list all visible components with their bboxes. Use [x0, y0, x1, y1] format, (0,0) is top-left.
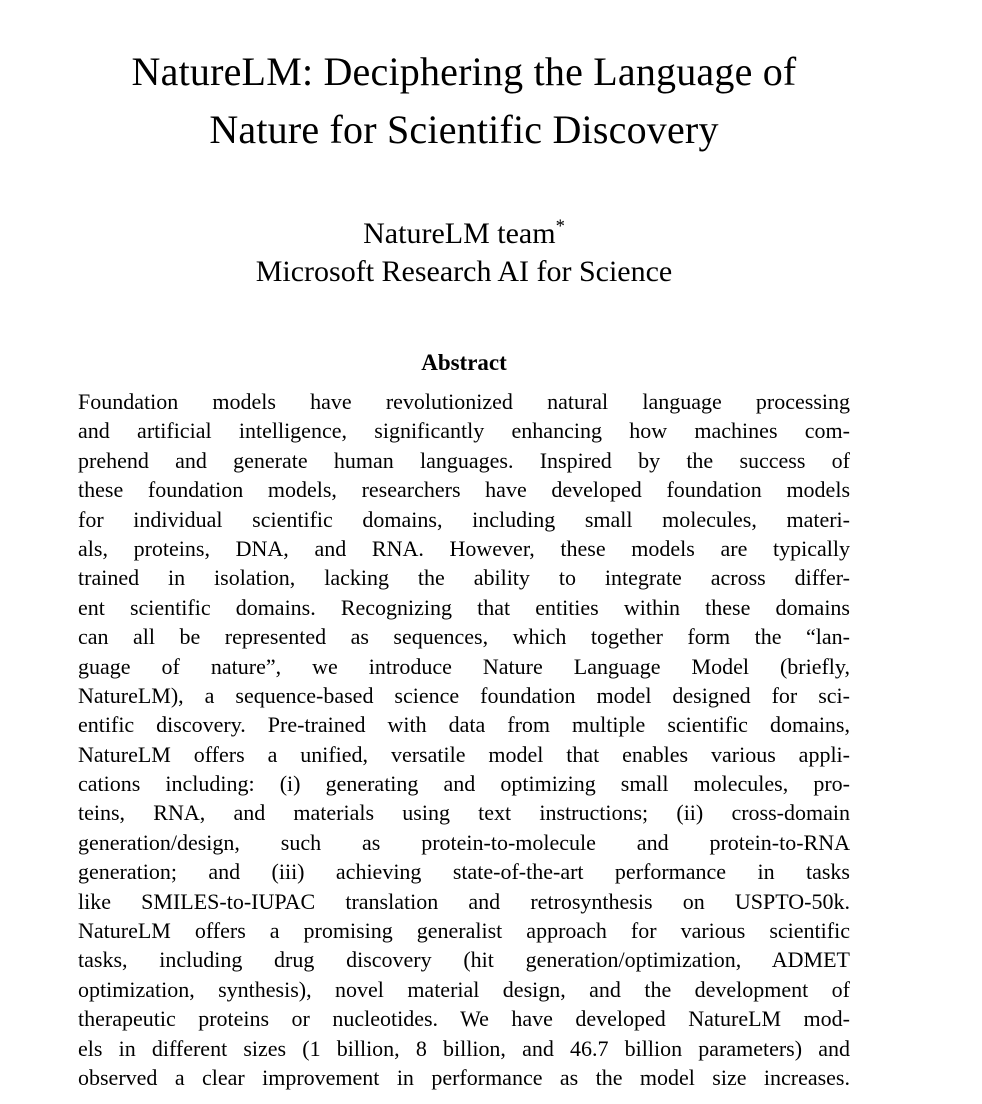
abstract-line: these foundation models, researchers have developed foundation models: [78, 477, 850, 503]
abstract-line: NatureLM), a sequence-based science foundation model designed for sci-: [78, 682, 850, 708]
abstract-line: optimization, synthesis), novel material design, and the development of: [78, 976, 850, 1002]
abstract-line: Foundation models have revolutionized natural language processing: [78, 389, 850, 414]
title-line-2: Nature for Scientific Discovery: [209, 107, 719, 152]
abstract-line: NatureLM offers a unified, versatile model that enables various appli-: [78, 741, 850, 767]
abstract-body: [78, 387, 850, 1092]
abstract-heading: Abstract: [421, 350, 507, 375]
abstract-line: prehend and generate human languages. Inspired by the success of: [78, 447, 850, 473]
abstract-line: therapeutic proteins or nucleotides. We have developed NatureLM mod-: [78, 1006, 850, 1032]
paper-title: [78, 0, 850, 159]
abstract-line: generation/design, such as protein-to-molecule and protein-to-RNA: [78, 829, 850, 855]
text-column: [78, 0, 850, 1092]
abstract-line: for individual scientific domains, including small molecules, materi-: [78, 506, 850, 532]
abstract-line: als, proteins, DNA, and RNA. However, these models are typically: [78, 535, 850, 561]
abstract-line: guage of nature”, we introduce Nature Language Model (briefly,: [78, 653, 850, 679]
abstract-line: generation; and (iii) achieving state-of-the-art performance in tasks: [78, 859, 850, 885]
author-block: [78, 215, 850, 291]
abstract-line: teins, RNA, and materials using text instructions; (ii) cross-domain: [78, 800, 850, 826]
abstract-line: tasks, including drug discovery (hit generation/optimization, ADMET: [78, 947, 850, 973]
abstract-line: and artificial intelligence, significantly enhancing how machines com-: [78, 418, 850, 444]
abstract-line: can all be represented as sequences, which together form the “lan-: [78, 624, 850, 650]
abstract-line: els in different sizes (1 billion, 8 billion, and 46.7 billion parameters) and: [78, 1035, 850, 1061]
abstract-line: entific discovery. Pre-trained with data from multiple scientific domains,: [78, 712, 850, 738]
abstract-line: cations including: (i) generating and optimizing small molecules, pro-: [78, 771, 850, 797]
abstract-line: like SMILES-to-IUPAC translation and retrosynthesis on USPTO-50k.: [78, 888, 850, 914]
author-affiliation: Microsoft Research AI for Science: [255, 255, 673, 288]
abstract-line: trained in isolation, lacking the ability to integrate across differ-: [78, 565, 850, 591]
author-name: NatureLM team: [363, 217, 556, 250]
author-team-line: [78, 215, 850, 253]
affiliation-mark: *: [555, 216, 565, 237]
abstract-line: ent scientific domains. Recognizing that entities within these domains: [78, 594, 850, 620]
title-line-1: NatureLM: Deciphering the Language of: [131, 49, 797, 94]
abstract-line: NatureLM offers a promising generalist approach for various scientific: [78, 918, 850, 944]
abstract-line: observed a clear improvement in performance as the model size increases.: [78, 1064, 850, 1090]
